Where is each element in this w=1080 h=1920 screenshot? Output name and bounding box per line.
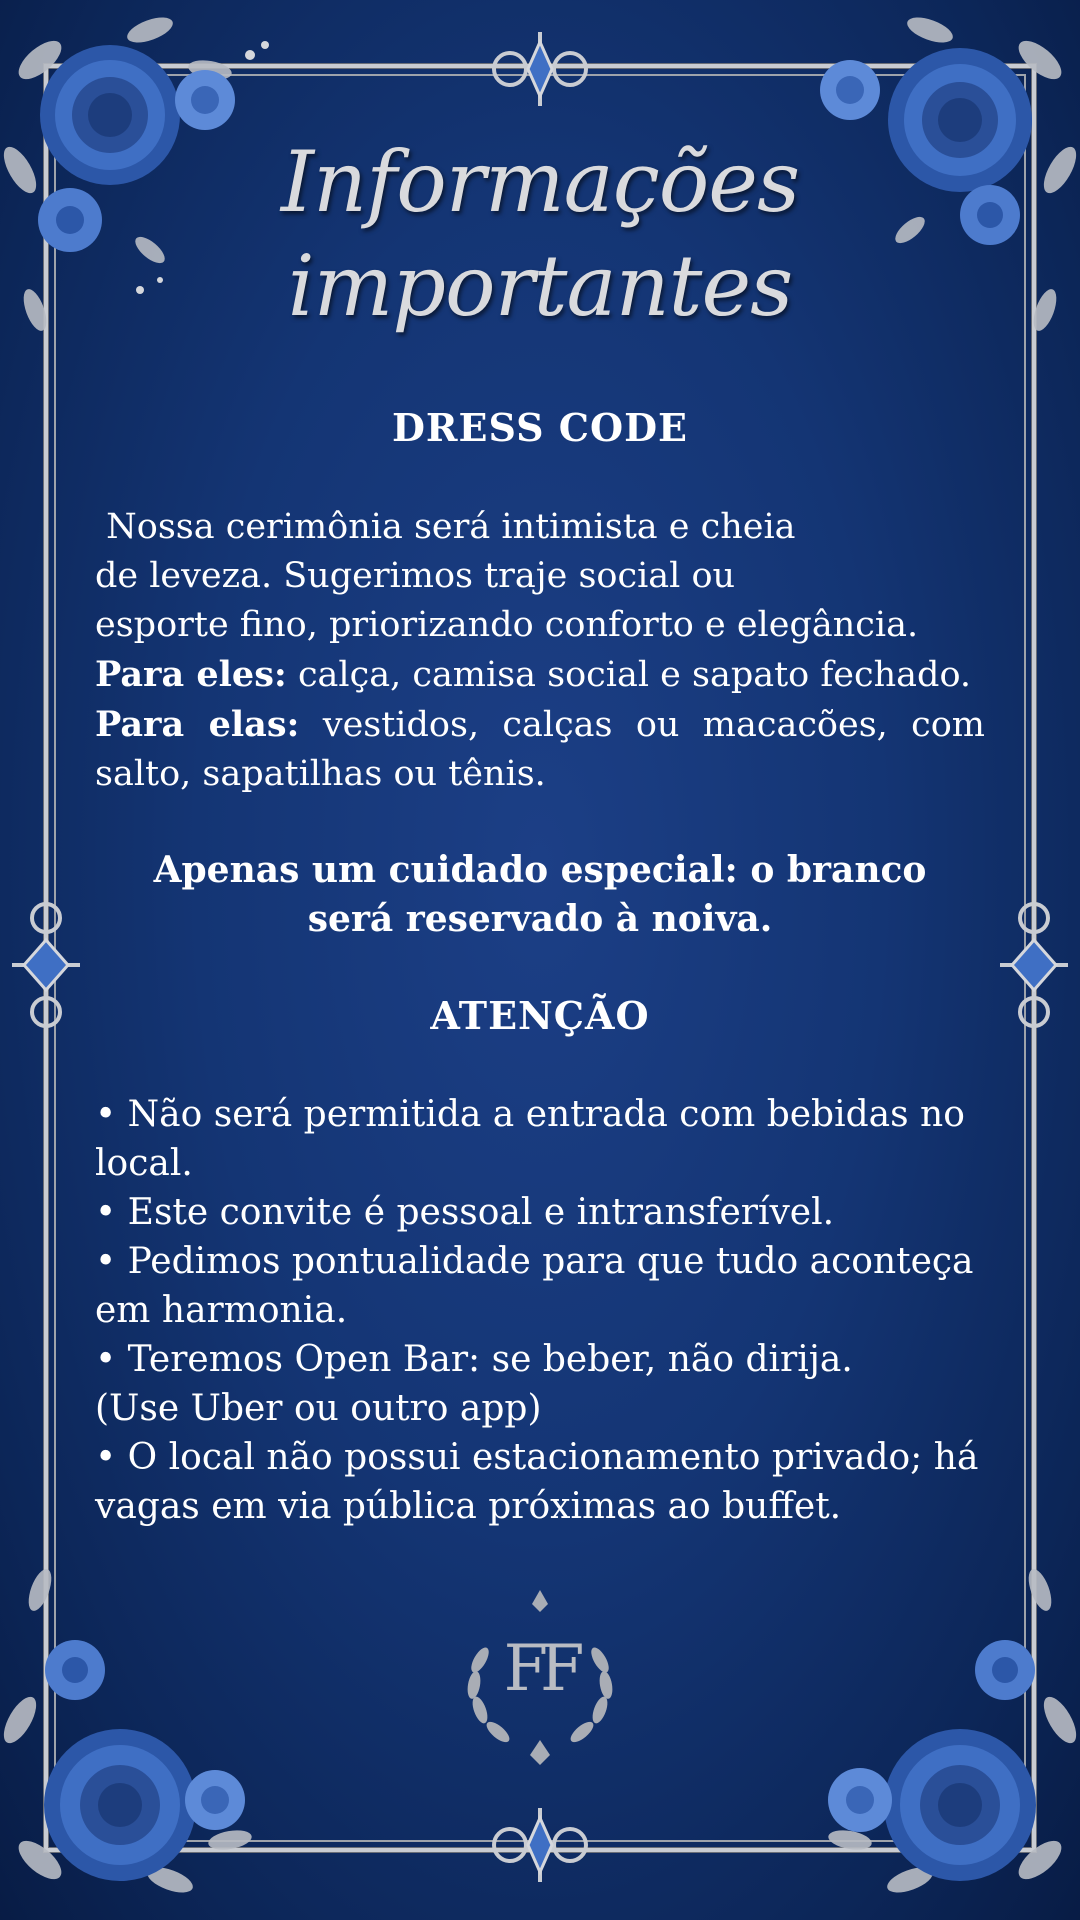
notice-line-2: será reservado à noiva. <box>307 898 773 940</box>
attention-line: em harmonia. <box>95 1290 348 1331</box>
dress-code-line-2: de leveza. Sugerimos traje social ou <box>95 556 736 596</box>
frame-ornament-right <box>996 890 1072 1040</box>
dress-code-line-3: esporte fino, priorizando conforto e elegância. <box>95 605 919 645</box>
frame-ornament-top <box>470 24 610 114</box>
for-him-label: Para eles: <box>95 654 287 695</box>
monogram-initials: FF <box>503 1632 577 1706</box>
rose-bouquet-bottom-left <box>0 1500 330 1920</box>
attention-line: local. <box>95 1143 193 1184</box>
attention-line: • Não será permitida a entrada com bebidas no <box>95 1094 965 1135</box>
page-title <box>240 130 840 338</box>
attention-line: vagas em via pública próximas ao buffet. <box>95 1486 842 1527</box>
dress-code-for-her <box>95 700 985 799</box>
monogram-crest <box>440 1580 640 1770</box>
title-line-2: importantes <box>287 237 793 335</box>
attention-list <box>95 1090 985 1531</box>
attention-line: (Use Uber ou outro app) <box>95 1388 542 1429</box>
attention-line: • O local não possui estacionamento privado; há <box>95 1437 979 1478</box>
bride-white-notice <box>95 846 985 944</box>
notice-line-1: Apenas um cuidado especial: o branco <box>153 849 927 891</box>
attention-line: • Teremos Open Bar: se beber, não dirija. <box>95 1339 853 1380</box>
dress-code-line-1: Nossa cerimônia será intimista e cheia <box>95 507 796 547</box>
dress-code-text <box>95 503 985 799</box>
for-her-label: Para elas: <box>95 704 300 745</box>
for-him-text: calça, camisa social e sapato fechado. <box>286 655 972 695</box>
attention-line: • Pedimos pontualidade para que tudo aconteça <box>95 1241 974 1282</box>
frame-ornament-left <box>8 890 84 1040</box>
for-her-text: vestidos, calças ou macacões, com salto, sapatilhas ou tênis. <box>95 705 985 794</box>
title-line-1: Informações <box>280 133 800 231</box>
attention-line: • Este convite é pessoal e intransferível. <box>95 1192 835 1233</box>
attention-heading: ATENÇÃO <box>430 993 650 1038</box>
dress-code-heading: DRESS CODE <box>391 405 689 450</box>
frame-ornament-bottom <box>470 1800 610 1890</box>
dress-code-for-him <box>95 650 985 700</box>
rose-bouquet-bottom-right <box>750 1500 1080 1920</box>
